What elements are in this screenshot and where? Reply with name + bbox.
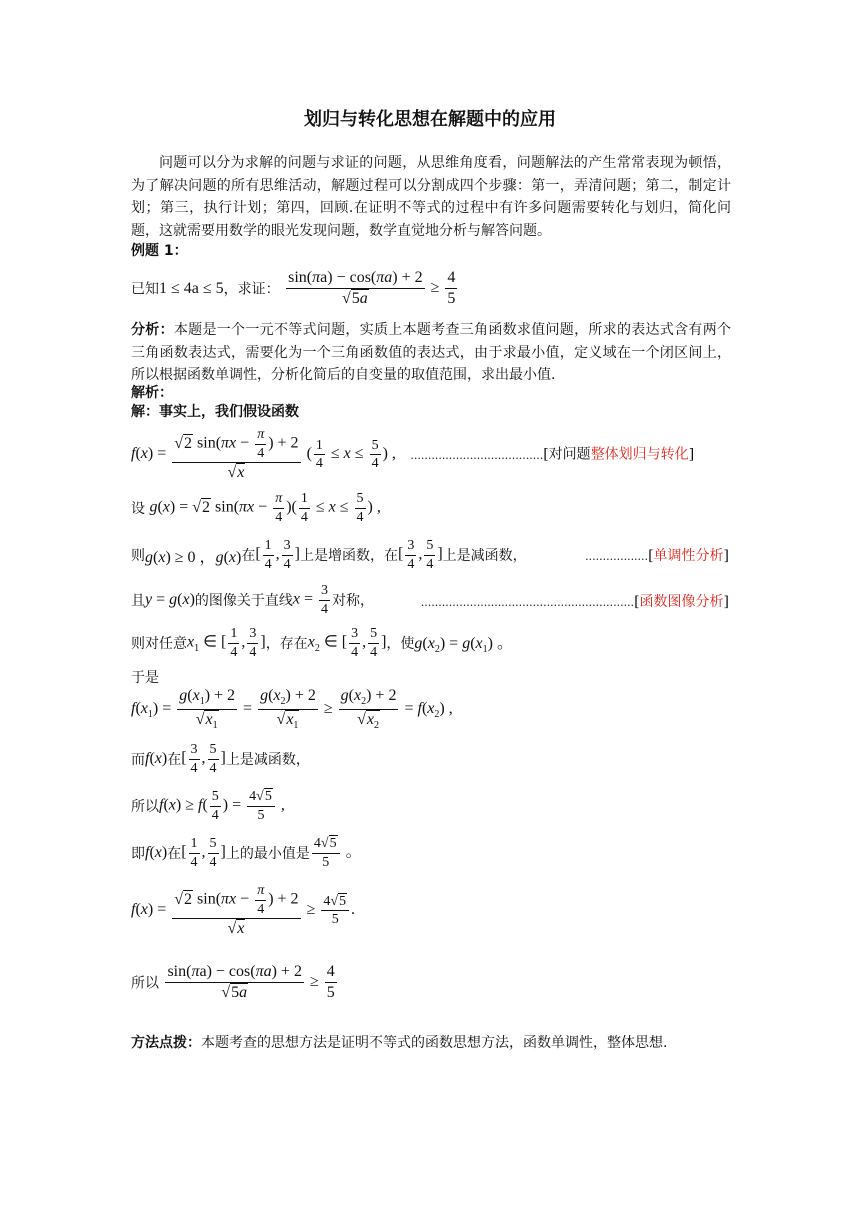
method-line [131, 1032, 667, 1052]
exists-label: ，存在 [265, 636, 308, 652]
given-prefix: 已知 [131, 281, 159, 298]
note1-pre: [对问题 [543, 446, 591, 463]
symmetry-post: 对称， [332, 593, 375, 609]
minimum-line: 即f(x)在[ $\frac{1}{4}$ , $\frac{5}{4}$ ]上的最小值是 $\frac{4√5}{5}$ 。 [131, 836, 362, 870]
ji-label: 即 [131, 846, 145, 862]
note2-red: 单调性分析 [653, 548, 724, 564]
makes-label: ，使 [386, 636, 415, 652]
page-title: 划归与转化思想在解题中的应用 [304, 109, 556, 130]
conclusion-line: 所以 $\frac{\sin(\pi a) - \cos(\pi a) + 2}{√5a}$ ≥ $\frac{4}{5}$ [131, 963, 335, 1001]
suoyi-label: 所以 [131, 799, 159, 815]
zai-label: 在 [167, 752, 182, 768]
method-label: 方法点拨： [131, 1035, 201, 1051]
solve-intro: 解：事实上，我们假设函数 [131, 404, 299, 420]
note2: ..................[单调性分析] [585, 548, 729, 564]
symmetry-text: 的图像关于直线 [194, 593, 293, 609]
fx-definition: f(x) = √2 sin(πx − $\frac{\pi}{4}$ ) + 2 √x ( $\frac{1}{4}$ ≤ x ≤ $\frac{5}{4}$ ) , ......................................[对问题整体划归与转化] [131, 427, 695, 481]
note3-red: 函数图像分析 [639, 594, 724, 610]
note1-post: ] [688, 446, 695, 463]
decreasing-text: 上是减函数， [442, 548, 527, 564]
suoyi2-label: 所以 [131, 975, 159, 992]
monotonic-line: 则g(x) ≥ 0 ，g(x)在[ $\frac{1}{4}$ , $\frac{3}{4}$ ]上是增函数，在[ $\frac{3}{4}$ , $\frac{5}{4}$ ]上是减函数， [131, 538, 527, 572]
analysis-text: 本题是一个一元不等式问题，实质上本题考查三角函数求值问题，所求的表达式含有两个三角函数表达式，需要化为一个三角函数值的表达式，由于求最小值，定义域在一个闭区间上，所以根据函数单调性，分析化简后的自变量的取值范围，求出最小值. [131, 322, 732, 384]
decreasing-line: 而f(x)在[ $\frac{3}{4}$ , $\frac{5}{4}$ ]上是减函数， [131, 742, 310, 776]
given-condition: 1 ≤ 4a ≤ 5 [159, 279, 224, 297]
any-line: 则对任意$x_1$ ∈ [ $\frac{1}{4}$ , $\frac{3}{4}$ ]，存在$x_2$ ∈ [ $\frac{3}{4}$ , $\frac{5}{4}$ ]，使$g(x_2) = g(x_1)$ 。 [131, 626, 513, 660]
method-text: 本题考查的思想方法是证明不等式的函数思想方法，函数单调性，整体思想. [201, 1035, 668, 1051]
note3: .............................................................[函数图像分析] [420, 594, 729, 610]
and-label: 且 [131, 593, 145, 609]
set-g-label: 设 [131, 501, 145, 517]
yushi-label: 于是 [131, 670, 159, 686]
then-mid: 在 [241, 548, 256, 564]
prove-formula: $\frac{\sin(\pi a) - \cos(\pi a) + 2}{√5a}$ ≥ $\frac{4}{5}$ [288, 269, 456, 307]
any-label: 则对任意 [131, 636, 187, 652]
example-label: 例题 1： [131, 243, 188, 259]
note1-red: 整体划归与转化 [590, 446, 689, 463]
gx-definition: 设 g(x) = √2 sin(πx − $\frac{\pi}{4}$ )( $\frac{1}{4}$ ≤ x ≤ $\frac{5}{4}$ ) , [131, 491, 381, 525]
increasing-text: 上是增函数，在 [299, 548, 398, 564]
fx-result: f(x) = √2 sin(πx − $\frac{\pi}{4}$ ) + 2 √x ≥ $\frac{4√5}{5}$ . [131, 883, 356, 937]
minval-text: 上的最小值是 [225, 846, 310, 862]
given-line [131, 268, 459, 309]
then-label: 则 [131, 548, 145, 564]
bound-line: 所以f(x) ≥ f( $\frac{5}{4}$ ) = $\frac{4√5}{5}$ , [131, 789, 285, 823]
solution-label: 解析： [131, 385, 173, 401]
analysis-label: 分析： [131, 322, 174, 338]
symmetry-line: 且y = g(x)的图像关于直线x = $\frac{3}{4}$ 对称， [131, 583, 375, 617]
dec2-text: 上是减函数， [225, 752, 310, 768]
analysis-paragraph [131, 319, 731, 387]
zai2-label: 在 [167, 846, 182, 862]
chain-inequality: $f(x_1)$ = $\frac{g(x_1) + 2}{√x_1}$ = $\frac{g(x_2) + 2}{√x_1}$ ≥ $\frac{g(x_2) + 2}{√x_2}$ = $f(x_2)$ , [131, 687, 453, 731]
prove-label: ，求证： [223, 281, 280, 298]
intro-paragraph: 问题可以分为求解的问题与求证的问题，从思维角度看，问题解法的产生常常表现为顿悟，为了解决问题的所有思维活动，解题过程可以分割成四个步骤：第一，弄清问题；第二，制定计划；第三，执行计划；第四，回顾.在证明不等式的过程中有许多问题需要转化与划归，简化问题，这就需要用数学的眼光发现问题，数学直觉地分析与解答问题。 [131, 155, 731, 239]
er-label: 而 [131, 752, 145, 768]
